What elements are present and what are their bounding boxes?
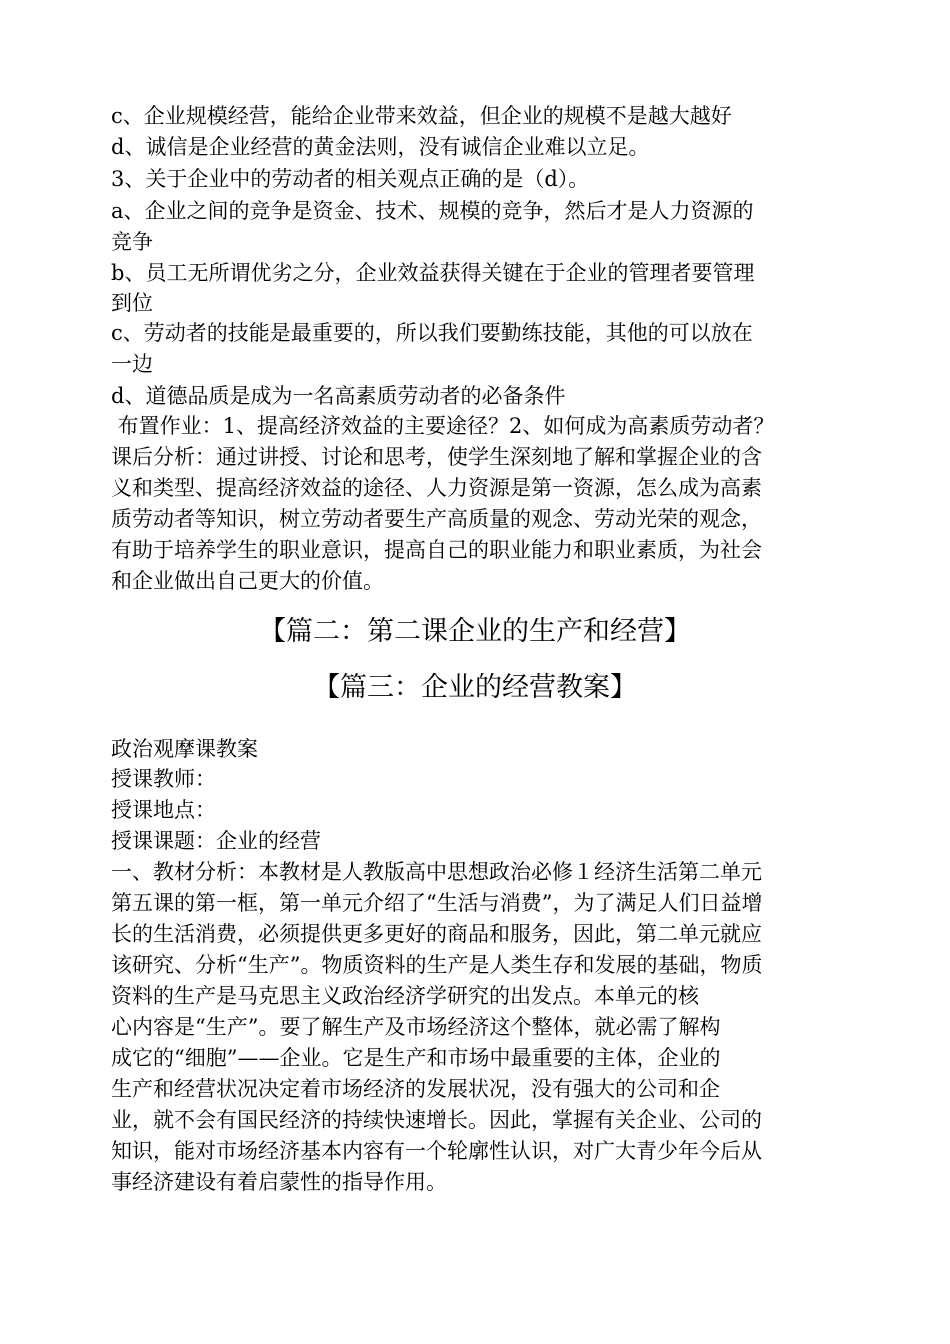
analysis-line: 心内容是“生产”。要了解生产及市场经济这个整体，就必需了解构	[111, 1015, 721, 1039]
option-b-continuation: 到位	[111, 291, 153, 315]
section-heading-2: 【篇二：第二课企业的生产和经营】	[259, 616, 691, 647]
analysis-line: 长的生活消费，必须提供更多更好的商品和服务，因此，第二单元就应	[111, 922, 762, 946]
analysis-line: 业，就不会有国民经济的持续快速增长。因此，掌握有关企业、公司的	[111, 1108, 762, 1132]
option-c-line: c、劳动者的技能是最重要的，所以我们要勤练技能，其他的可以放在	[111, 321, 753, 345]
text-line: d、诚信是企业经营的黄金法则，没有诚信企业难以立足。	[111, 135, 650, 159]
analysis-line: 该研究、分析“生产”。物质资料的生产是人类生存和发展的基础，物质	[111, 953, 763, 977]
analysis-line: 成它的“细胞”——企业。它是生产和市场中最重要的主体，企业的	[111, 1046, 721, 1070]
analysis-line: 质劳动者等知识，树立劳动者要生产高质量的观念、劳动光荣的观念，	[111, 507, 762, 531]
analysis-line: 生产和经营状况决定着市场经济的发展状况，没有强大的公司和企	[111, 1077, 720, 1101]
text-line: c、企业规模经营，能给企业带来效益，但企业的规模不是越大越好	[111, 104, 732, 128]
question-line: 3、关于企业中的劳动者的相关观点正确的是（d）。	[111, 167, 590, 191]
option-d-line: d、道德品质是成为一名高素质劳动者的必备条件	[111, 384, 566, 408]
option-a-line: a、企业之间的竞争是资金、技术、规模的竞争，然后才是人力资源的	[111, 199, 754, 223]
location-line: 授课地点：	[111, 798, 216, 822]
analysis-line: 一、教材分析：本教材是人教版高中思想政治必修１经济生活第二单元	[111, 860, 762, 884]
analysis-line: 知识，能对市场经济基本内容有一个轮廓性认识，对广大青少年今后从	[111, 1139, 762, 1163]
option-b-line: b、员工无所谓优劣之分，企业效益获得关键在于企业的管理者要管理	[111, 261, 755, 285]
topic-line: 授课课题：企业的经营	[111, 829, 321, 853]
teacher-line: 授课教师：	[111, 767, 216, 791]
analysis-line: 第五课的第一框，第一单元介绍了“生活与消费”，为了满足人们日益增	[111, 891, 763, 915]
analysis-line: 义和类型、提高经济效益的途径、人力资源是第一资源，怎么成为高素	[111, 476, 762, 500]
option-c-continuation: 一边	[111, 352, 153, 376]
lesson-title-line: 政治观摩课教案	[111, 737, 258, 761]
section-heading-3: 【篇三：企业的经营教案】	[313, 672, 637, 703]
analysis-line: 和企业做出自己更大的价值。	[111, 569, 384, 593]
analysis-line: 事经济建设有着启蒙性的指导作用。	[111, 1170, 447, 1194]
analysis-line: 有助于培养学生的职业意识，提高自己的职业能力和职业素质，为社会	[111, 538, 762, 562]
analysis-line: 资料的生产是马克思主义政治经济学研究的出发点。本单元的核	[111, 984, 699, 1008]
analysis-line: 课后分析：通过讲授、讨论和思考，使学生深刻地了解和掌握企业的含	[111, 445, 762, 469]
option-a-continuation: 竞争	[111, 230, 153, 254]
homework-line: 布置作业：1、提高经济效益的主要途径？2、如何成为高素质劳动者？	[111, 414, 775, 438]
